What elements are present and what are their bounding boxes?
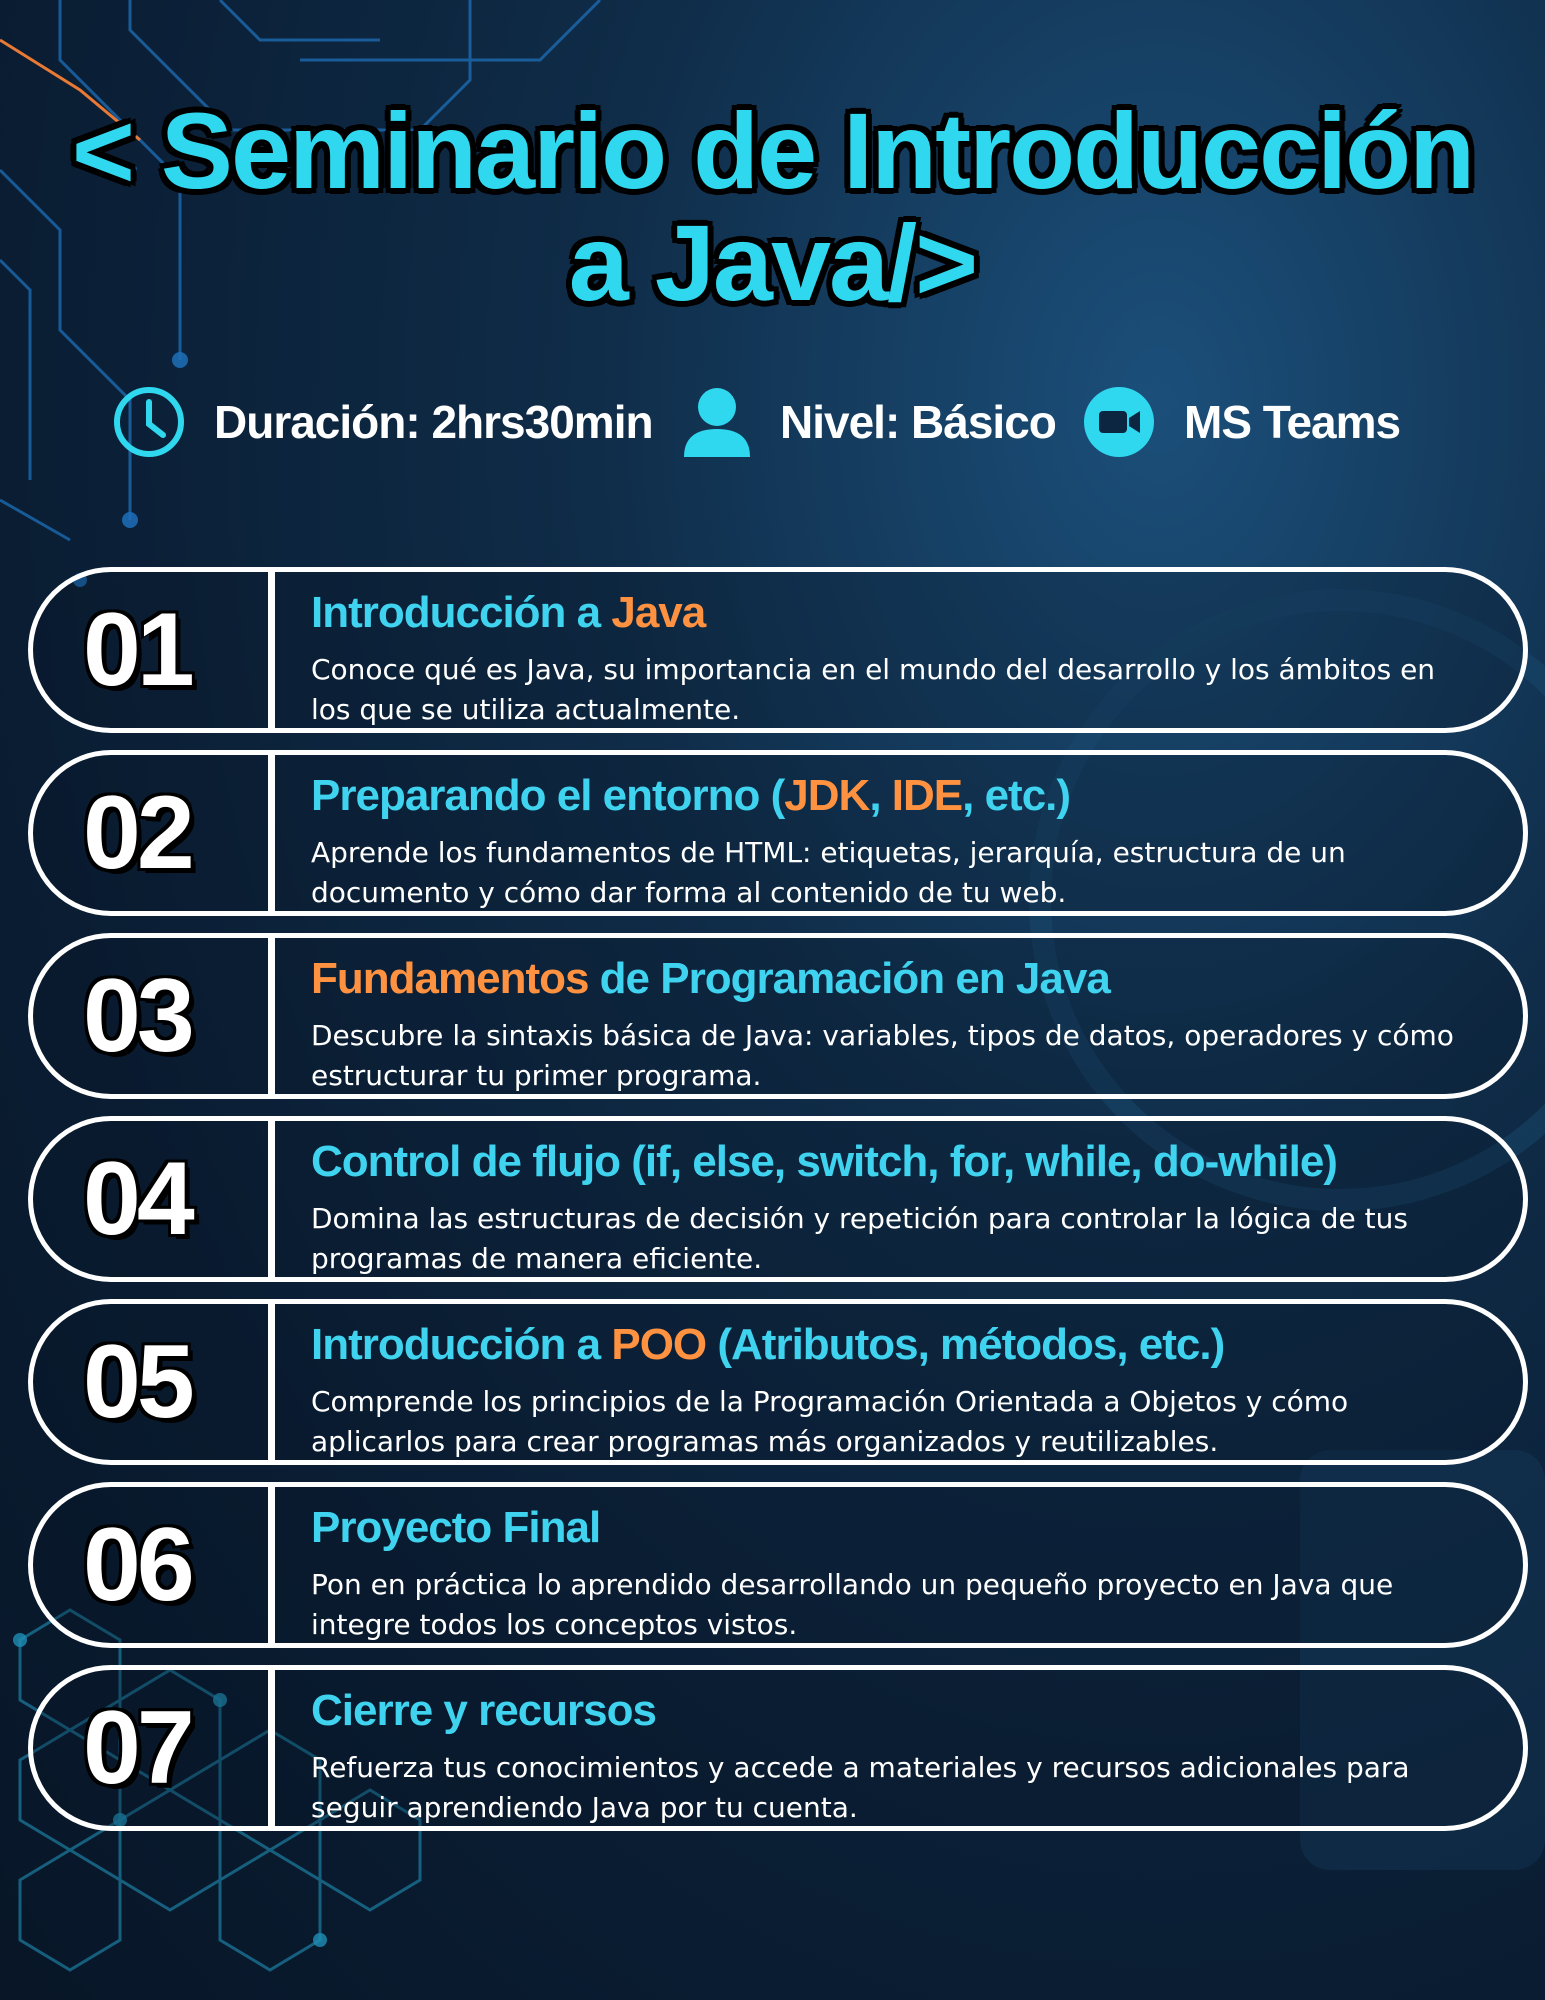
module-description: Domina las estructuras de decisión y repetición para controlar la lógica de tus programas de manera eficiente.: [311, 1202, 1408, 1275]
module-divider: [268, 755, 275, 911]
info-platform: [1082, 385, 1400, 459]
module-title: [311, 1686, 656, 1736]
module-number: 04: [83, 1140, 191, 1257]
module-title-highlight: IDE: [891, 771, 963, 820]
module-title-text: (Atributos, métodos, etc.): [706, 1320, 1225, 1369]
module-title-text: Cierre y recursos: [311, 1686, 656, 1735]
module-title: [311, 1503, 600, 1553]
title-line-2: a Java/>: [568, 202, 977, 323]
module-title-text: ,: [869, 771, 892, 820]
module-divider: [268, 572, 275, 728]
info-duration: [112, 385, 653, 459]
module-description: Aprende los fundamentos de HTML: etiquetas, jerarquía, estructura de un documento y cómo dar forma al contenido de tu web.: [311, 836, 1346, 909]
module-number: 05: [83, 1323, 191, 1440]
module-title: [311, 1320, 1224, 1370]
module-title-highlight: JDK: [784, 771, 870, 820]
module-description: Conoce qué es Java, su importancia en el mundo del desarrollo y los ámbitos en los que se utiliza actualmente.: [311, 653, 1436, 726]
module-number: 06: [83, 1506, 191, 1623]
clock-icon: [112, 385, 186, 459]
module-divider: [268, 938, 275, 1094]
module-row: [28, 1116, 1528, 1282]
module-title-text: de Programación en Java: [588, 954, 1110, 1003]
module-number: 03: [83, 957, 191, 1074]
module-description: Comprende los principios de la Programación Orientada a Objetos y cómo aplicarlos para crear programas más organizados y reutilizables.: [311, 1385, 1349, 1458]
duration-label: Duración: 2hrs30min: [214, 396, 653, 448]
module-description: Refuerza tus conocimientos y accede a materiales y recursos adicionales para seguir aprendiendo Java por tu cuenta.: [311, 1751, 1410, 1824]
user-icon: [682, 385, 752, 459]
module-title: [311, 588, 705, 638]
module-description: Pon en práctica lo aprendido desarrollando un pequeño proyecto en Java que integre todos los conceptos vistos.: [311, 1568, 1394, 1641]
module-row: [28, 1665, 1528, 1831]
module-number: 02: [83, 774, 191, 891]
module-row: [28, 1482, 1528, 1648]
module-row: [28, 933, 1528, 1099]
module-divider: [268, 1487, 275, 1643]
module-divider: [268, 1670, 275, 1826]
module-title-text: Introducción a: [311, 588, 612, 637]
module-title-text: , etc.): [962, 771, 1071, 820]
module-row: [28, 1299, 1528, 1465]
video-camera-icon: [1082, 385, 1156, 459]
module-title-highlight: POO: [611, 1320, 707, 1369]
title-line-1: < Seminario de Introducción: [71, 90, 1474, 211]
info-level: [682, 385, 1056, 459]
module-title: [311, 954, 1110, 1004]
module-divider: [268, 1304, 275, 1460]
module-row: [28, 567, 1528, 733]
module-divider: [268, 1121, 275, 1277]
module-title: [311, 1137, 1337, 1187]
module-number: 07: [83, 1689, 191, 1806]
module-title-highlight: Fundamentos: [311, 954, 589, 1003]
module-title: [311, 771, 1070, 821]
module-number: 01: [83, 591, 191, 708]
module-description: Descubre la sintaxis básica de Java: variables, tipos de datos, operadores y cómo estructurar tu primer programa.: [311, 1019, 1454, 1092]
module-title-text: Proyecto Final: [311, 1503, 601, 1552]
module-title-text: Introducción a: [311, 1320, 612, 1369]
module-title-highlight: Java: [611, 588, 706, 637]
level-label: Nivel: Básico: [780, 396, 1056, 448]
module-row: [28, 750, 1528, 916]
module-title-text: Control de flujo (if, else, switch, for, while, do-while): [311, 1137, 1337, 1186]
page-title: [0, 90, 1545, 323]
module-title-text: Preparando el entorno (: [311, 771, 785, 820]
platform-label: MS Teams: [1184, 396, 1401, 448]
